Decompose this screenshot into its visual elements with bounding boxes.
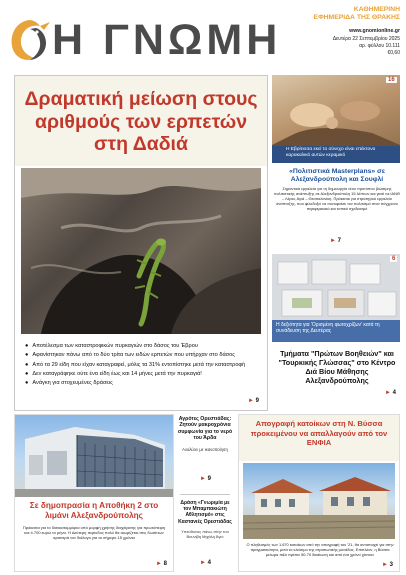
- apothiki-headline[interactable]: Σε δημοπρασία η Αποθήκη 2 στο λιμάνι Αλεξανδρούπολης: [29, 501, 159, 520]
- masterplans-article: [274, 166, 400, 246]
- mpanos-sub: Υπεύθυνος πάνω στην του Βουνίβη Μιχάλη Άγιο: [181, 528, 229, 539]
- vyssa-article: [238, 414, 400, 572]
- bullet-dot-icon: ●: [25, 361, 29, 368]
- boitheia-headline[interactable]: Τμήματα "Πρώτων Βοηθειών" και "Τουρκικής Γλώσσας" στο Κέντρο Διά Βίου Μάθησης Αλεξανδρούπολης: [278, 349, 396, 385]
- orestiada-page-number: 9: [207, 476, 211, 482]
- arrow-right-icon: ►: [248, 398, 254, 404]
- bird-logo-icon: [6, 16, 52, 64]
- logo-text: Η ΓΝΩΜΗ: [52, 16, 282, 64]
- apothiki-body: Πρόκειται για το δισεκατομμύρια υπό μορφή χρήσης διαχείρισης για πρωτόπειρη και 4.700 ευρώ το μήνα. Η Δεύτερη περίοδος πολύ θα αιωρίζεται στις δωσίτιων αριστερά τον διάλογο για το σήμερο 15 χρόνια: [22, 525, 166, 541]
- lead-headline[interactable]: Δραματική μείωση στους αριθμούς των ερπετών στη Δαδιά: [24, 88, 258, 155]
- bullet-dot-icon: ●: [25, 380, 29, 387]
- arrow-right-icon: ►: [156, 561, 162, 567]
- masthead: [0, 0, 406, 72]
- mpanos-headline[interactable]: Δράση «Γνωριμία με τον Μπαμπακιώτη Αθλητισμό» στις Καστανιές Ορεστιάδας: [178, 500, 232, 525]
- warehouse-illustration: [15, 415, 173, 497]
- orestiada-article: [176, 414, 234, 492]
- price: €0,60: [387, 50, 400, 56]
- masterplans-body: Σημαντικά εργαλεία για τη δημιουργία νέου προτύπου βιώσιμης πολιτιστικής ανάπτυξης σε Αλεξανδρούπολη 15 λέπτων και γιατί να ΙΑΝΘ – Λέρια, Αγιά – Θεσσαλονίκη. Πρόκειται για στρατηγικό εργαλείο ανάπτυξης, που φιλοδοξεί να συνυφαίνει τον πολιτισμό στον σύγχρονο περιφερειακό και τοπικό σχεδιασμό: [274, 186, 400, 211]
- pottery-page-badge: 16: [388, 77, 395, 83]
- orestiada-headline[interactable]: Αγρότες Ορεστιάδας: Ζητούν μακροχρόνια συμφωνία για το νερό του Άρδα: [177, 416, 233, 442]
- issue-date: Δευτέρα 22 Σεπτεμβρίου 2025: [332, 36, 400, 42]
- lead-bullet-text: Αφανίστηκαν πάνω από το δύο τρίτα των ειδών ερπετών που υπήρχαν στο δάσος: [32, 352, 235, 359]
- masterplans-page-number: 7: [337, 238, 341, 244]
- documents-caption-text: Η δεξιότητα για 'Ορισμένη φωτοχρίζων' κατά τη συνάδευση της Δευτέρας: [276, 322, 380, 334]
- arrow-right-icon: ►: [382, 562, 388, 568]
- mpanos-page-number: 4: [207, 560, 211, 566]
- lead-bullets: [25, 342, 259, 388]
- mpanos-page-ref[interactable]: [200, 560, 211, 566]
- lead-story: [14, 75, 268, 411]
- arrow-right-icon: ►: [200, 476, 206, 482]
- arrow-right-icon: ►: [200, 560, 206, 566]
- lead-bullet: [25, 361, 259, 370]
- bullet-dot-icon: ●: [25, 343, 29, 349]
- orestiada-page-ref[interactable]: [200, 476, 211, 482]
- arrow-right-icon: ►: [330, 238, 336, 244]
- tagline-line1: ΚΑΘΗΜΕΡΙΝΗ: [353, 6, 400, 13]
- apothiki-page-ref[interactable]: [156, 561, 167, 567]
- issue-number: αρ. φύλλου 10.111: [359, 43, 400, 49]
- documents-page-badge: 6: [392, 256, 396, 262]
- documents-caption: [272, 320, 400, 342]
- vyssa-page-number: 3: [389, 562, 393, 568]
- orestiada-sub: Αναλύον με ικανοποίηση: [182, 446, 228, 452]
- bullet-dot-icon: ●: [25, 370, 29, 377]
- lead-bullet-text: Ανάγκη για στοχευμένες δράσεις: [32, 380, 113, 387]
- warehouse-photo: [15, 415, 173, 497]
- vyssa-photo: [243, 463, 395, 539]
- lead-bullet-text: Από τα 29 είδη που είχαν καταγραφεί, μόλις τα 31% εντοπίστηκε μετά την καταστροφή: [32, 361, 246, 368]
- lead-page-ref[interactable]: [248, 398, 259, 404]
- tagline-line2: ΕΦΗΜΕΡΙΔΑ ΤΗΣ ΘΡΑΚΗΣ: [313, 14, 400, 21]
- bullet-dot-icon: ●: [25, 352, 29, 359]
- vyssa-body: Ο πληθυσμός των 1.670 κατοίκων από την απογραφή του '21, θα αντιστοιχεί για στην πραγματικότητα, μετά το κλείσιμο της στρατιωτικής μονάδας. Επιπλέον, η Βύσσα μείωμα πάλι πρέπει 50-70 δικαίωση και από ένα χρόνο χάνουν: [246, 542, 394, 557]
- vyssa-page-ref[interactable]: [382, 562, 393, 568]
- middle-divider: [180, 494, 230, 495]
- boitheia-article: [274, 346, 400, 406]
- lead-bullet-text: Δεν καταγράφηκε ούτε ένα είδη έως και 14 μήνες μετά την πυρκαγιά!: [32, 370, 202, 377]
- pottery-caption-text: Η Εβρίτισσα εκεί το σύνεχο είναι επέκτονο καρακαλικό αυτών κεραμικό: [286, 147, 376, 158]
- lead-bullet: [25, 351, 259, 360]
- lead-bullet: [25, 379, 259, 388]
- apothiki-page-number: 8: [163, 561, 167, 567]
- burnt-tree-illustration: [21, 168, 261, 334]
- website[interactable]: www.gnomionline.gr: [349, 28, 400, 34]
- lead-bullet-text: Αποτέλεσμα των καταστροφικών πυρκαγιών στο δάσος του Έβρου: [32, 343, 198, 349]
- vyssa-headline[interactable]: Απογραφή κατοίκων στη Ν. Βύσσα προκειμένου να απαλλαγούν από τον ΕΝΦΙΑ: [250, 419, 388, 448]
- village-illustration: [243, 463, 395, 539]
- boitheia-page-number: 4: [392, 390, 396, 396]
- lead-page-number: 9: [255, 398, 259, 404]
- lead-bullet: [25, 370, 259, 379]
- masterplans-page-ref[interactable]: [330, 238, 341, 244]
- mpanos-article: [176, 498, 234, 574]
- lead-bullet: [25, 342, 259, 351]
- boitheia-page-ref[interactable]: [385, 390, 396, 396]
- lizard-photo: [21, 168, 261, 334]
- arrow-right-icon: ►: [385, 390, 391, 396]
- pottery-caption: [272, 146, 400, 163]
- masterplans-headline[interactable]: «Πολιτιστικά Masterplans» σε Αλεξανδρούπολη και Σουφλί: [289, 168, 385, 183]
- apothiki-article: [14, 414, 174, 572]
